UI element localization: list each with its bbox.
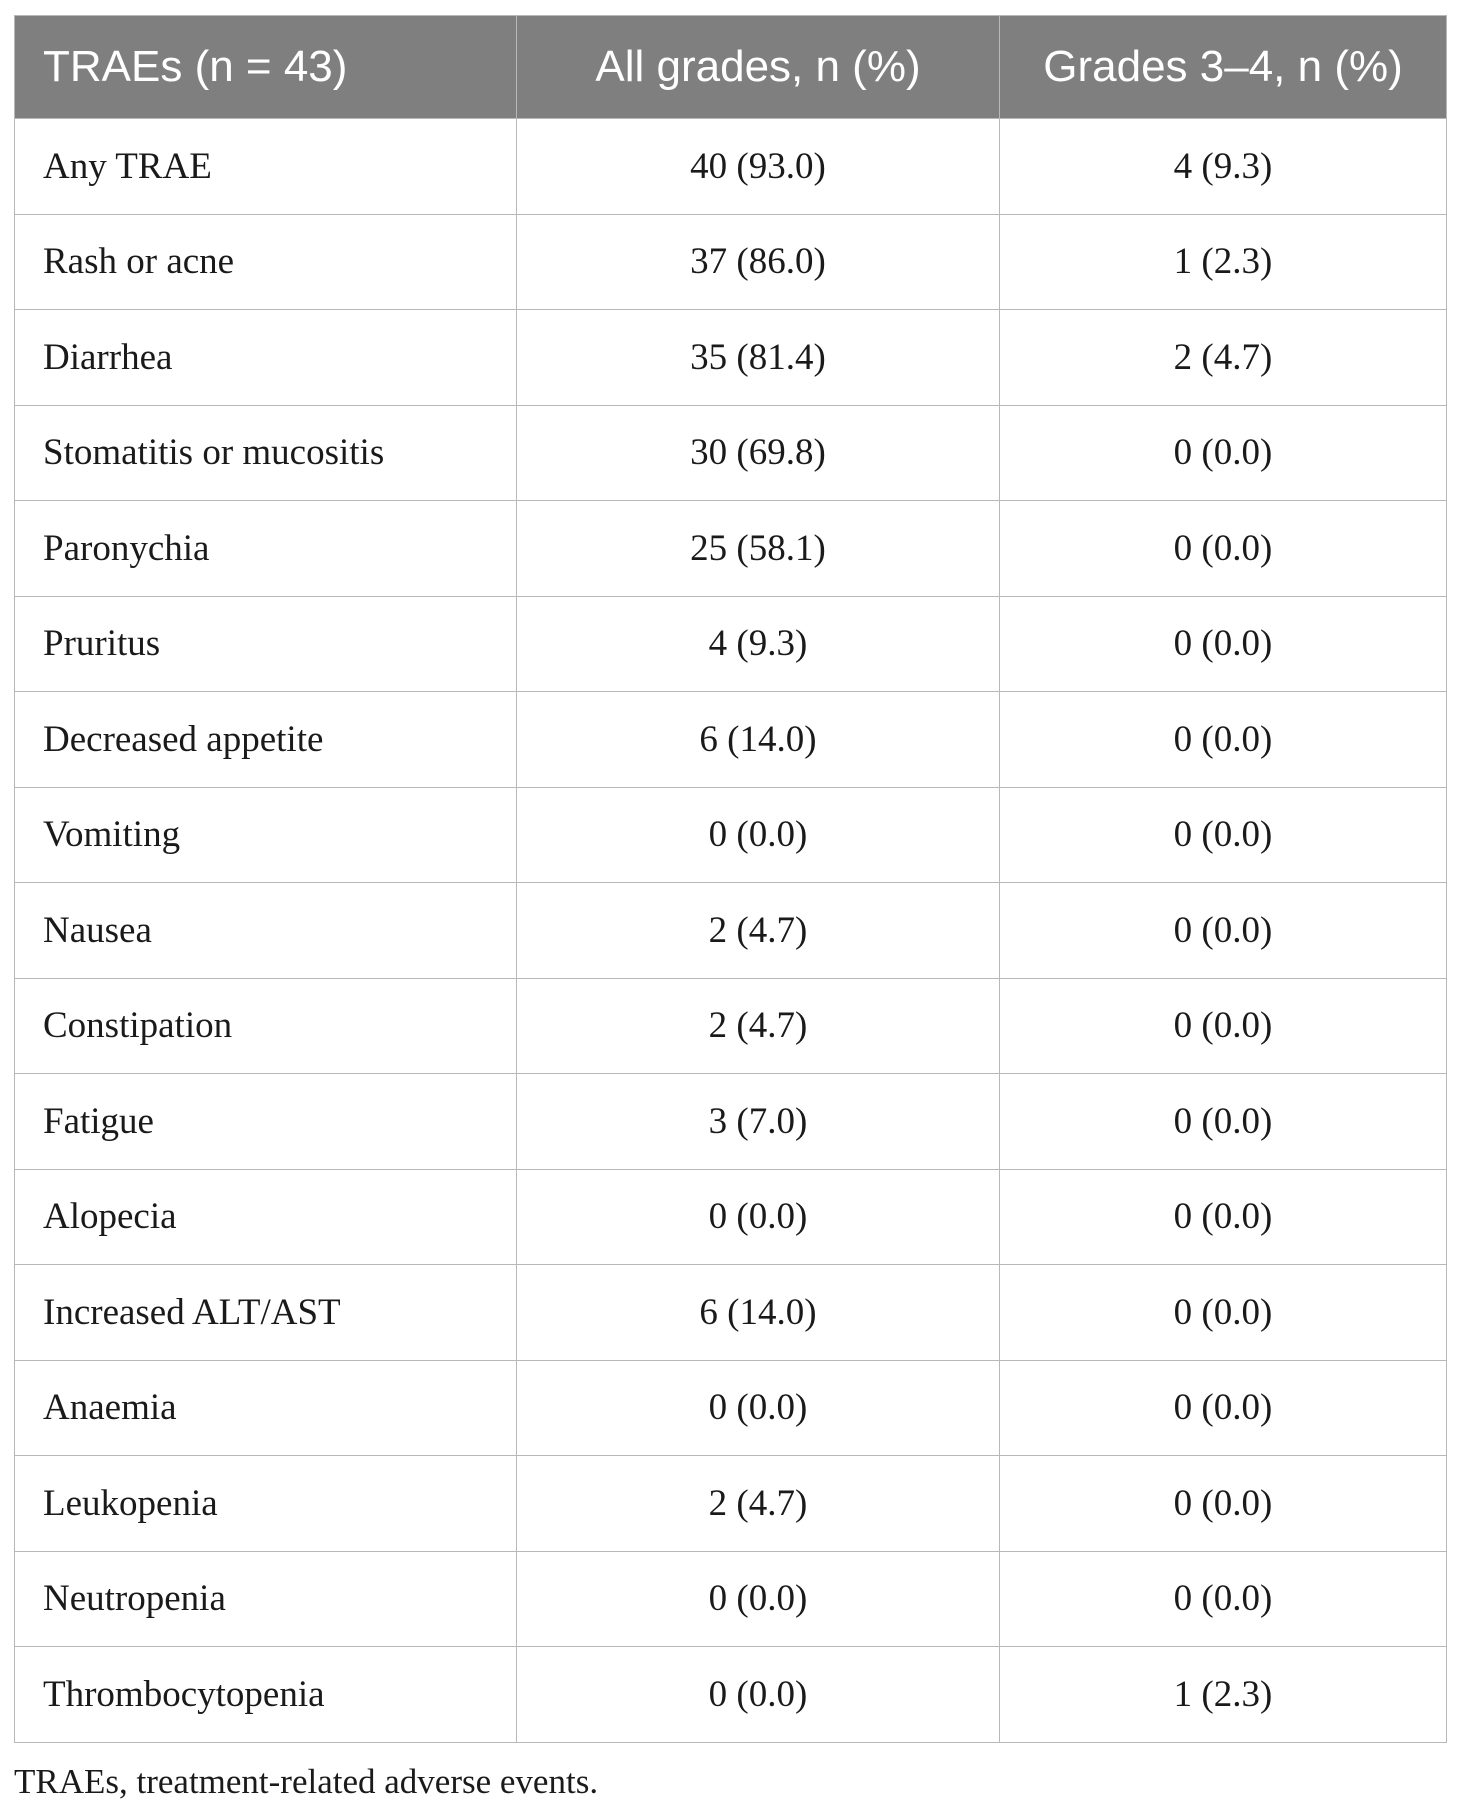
cell-all-grades: 4 (9.3): [517, 596, 1000, 692]
cell-all-grades: 3 (7.0): [517, 1074, 1000, 1170]
adverse-events-table: [14, 15, 1447, 1743]
table-footnote: TRAEs, treatment-related adverse events.: [14, 1762, 599, 1801]
cell-all-grades: 2 (4.7): [517, 1456, 1000, 1552]
cell-all-grades: 35 (81.4): [517, 310, 1000, 406]
cell-grades-3-4: 1 (2.3): [1000, 214, 1447, 310]
table-row: [15, 1360, 1447, 1456]
table-row: [15, 119, 1447, 215]
cell-event: Vomiting: [15, 787, 517, 883]
table-row: [15, 1647, 1447, 1743]
cell-grades-3-4: 2 (4.7): [1000, 310, 1447, 406]
cell-event: Fatigue: [15, 1074, 517, 1170]
cell-event: Leukopenia: [15, 1456, 517, 1552]
table-body: [15, 119, 1447, 1743]
cell-event: Paronychia: [15, 501, 517, 597]
cell-event: Diarrhea: [15, 310, 517, 406]
header-grades-3-4: Grades 3–4, n (%): [1000, 16, 1447, 119]
table-row: [15, 405, 1447, 501]
cell-all-grades: 6 (14.0): [517, 1265, 1000, 1361]
cell-grades-3-4: 0 (0.0): [1000, 405, 1447, 501]
table-header: [15, 16, 1447, 119]
cell-grades-3-4: 0 (0.0): [1000, 1360, 1447, 1456]
cell-grades-3-4: 0 (0.0): [1000, 501, 1447, 597]
cell-grades-3-4: 0 (0.0): [1000, 1456, 1447, 1552]
cell-all-grades: 0 (0.0): [517, 1360, 1000, 1456]
adverse-events-table-container: [14, 15, 1446, 1743]
table-row: [15, 692, 1447, 788]
cell-all-grades: 2 (4.7): [517, 883, 1000, 979]
cell-all-grades: 0 (0.0): [517, 1551, 1000, 1647]
cell-all-grades: 0 (0.0): [517, 1647, 1000, 1743]
table-row: [15, 978, 1447, 1074]
cell-grades-3-4: 0 (0.0): [1000, 1074, 1447, 1170]
table-row: [15, 1169, 1447, 1265]
table-row: [15, 501, 1447, 597]
cell-grades-3-4: 0 (0.0): [1000, 1551, 1447, 1647]
cell-grades-3-4: 0 (0.0): [1000, 1265, 1447, 1361]
cell-event: Stomatitis or mucositis: [15, 405, 517, 501]
header-row: [15, 16, 1447, 119]
table-row: [15, 1456, 1447, 1552]
cell-grades-3-4: 0 (0.0): [1000, 596, 1447, 692]
cell-all-grades: 40 (93.0): [517, 119, 1000, 215]
cell-all-grades: 25 (58.1): [517, 501, 1000, 597]
cell-event: Pruritus: [15, 596, 517, 692]
cell-event: Neutropenia: [15, 1551, 517, 1647]
cell-grades-3-4: 0 (0.0): [1000, 978, 1447, 1074]
table-row: [15, 1265, 1447, 1361]
table-row: [15, 787, 1447, 883]
cell-event: Rash or acne: [15, 214, 517, 310]
table-row: [15, 1551, 1447, 1647]
cell-all-grades: 0 (0.0): [517, 1169, 1000, 1265]
table-row: [15, 214, 1447, 310]
cell-all-grades: 2 (4.7): [517, 978, 1000, 1074]
cell-event: Decreased appetite: [15, 692, 517, 788]
cell-event: Any TRAE: [15, 119, 517, 215]
cell-grades-3-4: 0 (0.0): [1000, 692, 1447, 788]
header-event: TRAEs (n = 43): [15, 16, 517, 119]
header-all-grades: All grades, n (%): [517, 16, 1000, 119]
cell-event: Constipation: [15, 978, 517, 1074]
cell-grades-3-4: 1 (2.3): [1000, 1647, 1447, 1743]
cell-event: Nausea: [15, 883, 517, 979]
cell-event: Anaemia: [15, 1360, 517, 1456]
table-row: [15, 596, 1447, 692]
cell-grades-3-4: 0 (0.0): [1000, 1169, 1447, 1265]
cell-event: Increased ALT/AST: [15, 1265, 517, 1361]
cell-all-grades: 37 (86.0): [517, 214, 1000, 310]
cell-event: Alopecia: [15, 1169, 517, 1265]
cell-grades-3-4: 0 (0.0): [1000, 787, 1447, 883]
cell-all-grades: 0 (0.0): [517, 787, 1000, 883]
cell-grades-3-4: 4 (9.3): [1000, 119, 1447, 215]
table-row: [15, 883, 1447, 979]
table-row: [15, 310, 1447, 406]
cell-event: Thrombocytopenia: [15, 1647, 517, 1743]
table-row: [15, 1074, 1447, 1170]
cell-grades-3-4: 0 (0.0): [1000, 883, 1447, 979]
cell-all-grades: 30 (69.8): [517, 405, 1000, 501]
cell-all-grades: 6 (14.0): [517, 692, 1000, 788]
